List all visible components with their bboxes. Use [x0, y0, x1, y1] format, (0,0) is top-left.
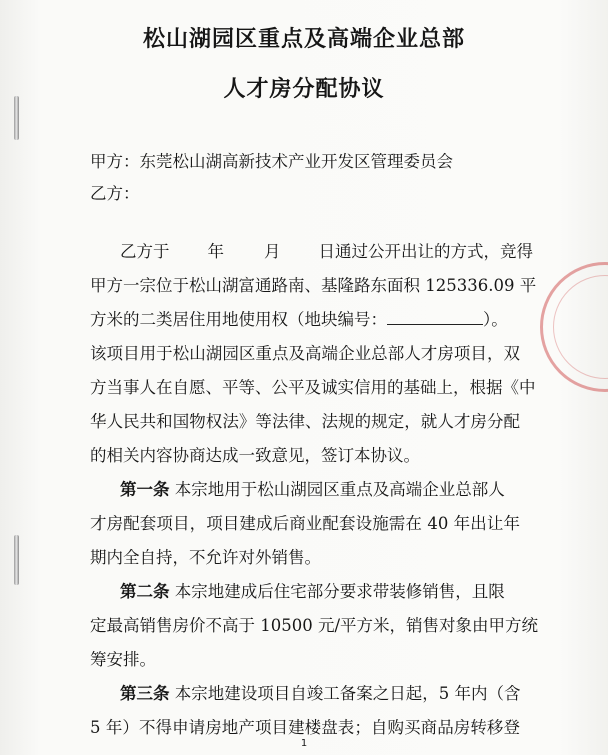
article1-label: 第一条	[120, 480, 170, 499]
intro-l3-a: 方米的二类居住用地使用权（地块编号：	[90, 310, 387, 329]
party-b-label: 乙方：	[90, 184, 140, 203]
party-b-line	[90, 180, 520, 204]
article1-line-2: 才房配套项目，项目建成后商业配套设施需在 40 年出让年	[90, 514, 520, 533]
intro-l1-year: 年	[207, 242, 224, 261]
intro-line-5: 方当事人在自愿、平等、公平及诚实信用的基础上，根据《中	[90, 378, 536, 397]
intro-l1-a: 乙方于	[120, 242, 170, 261]
document-title-line2: 人才房分配协议	[223, 77, 385, 102]
article2-l1: 本宗地建成后住宅部分要求带装修销售，且限	[174, 582, 505, 601]
intro-line-6: 华人民共和国物权法》等法律、法规的规定，就人才房分配	[90, 412, 520, 431]
intro-line-7: 的相关内容协商达成一致意见，签订本协议。	[90, 446, 420, 465]
red-seal-stamp	[540, 262, 608, 392]
intro-l1-month: 月	[264, 242, 281, 261]
party-a-label: 甲方：	[90, 152, 140, 171]
intro-l1-d: 日通过公开出让的方式，竞得	[318, 242, 533, 261]
binder-clip-bottom	[14, 535, 19, 585]
article1-line-3: 期内全自持，不允许对外销售。	[90, 548, 321, 567]
article2-line-1	[120, 578, 520, 602]
document-title-line1: 松山湖园区重点及高端企业总部	[142, 27, 465, 52]
party-a-name: 东莞松山湖高新技术产业开发区管理委员会	[139, 152, 453, 171]
intro-line-1	[120, 238, 533, 262]
article2-line-2: 定最高销售房价不高于 10500 元/平方米，销售对象由甲方统	[90, 616, 539, 635]
article3-line-1	[120, 680, 520, 704]
intro-line-2: 甲方一宗位于松山湖富通路南、基隆路东面积 125336.09 平	[90, 276, 537, 295]
intro-line-4: 该项目用于松山湖园区重点及高端企业总部人才房项目，双	[90, 344, 520, 363]
intro-l3-b: ）。	[483, 310, 508, 329]
article1-l1: 本宗地用于松山湖园区重点及高端企业总部人	[174, 480, 505, 499]
page-number: 1	[300, 738, 308, 749]
intro-line-3	[90, 306, 520, 330]
article3-line-2: 5 年）不得申请房地产项目建楼盘表；自购买商品房转移登	[90, 718, 520, 737]
article1-line-1	[120, 476, 520, 500]
article3-l1: 本宗地建设项目自竣工备案之日起，5 年内（含	[174, 684, 521, 703]
article2-label: 第二条	[120, 582, 170, 601]
parcel-number-blank	[387, 310, 483, 325]
article3-label: 第三条	[120, 684, 170, 703]
article2-line-3: 筹安排。	[90, 650, 156, 669]
party-a-line	[90, 148, 520, 172]
